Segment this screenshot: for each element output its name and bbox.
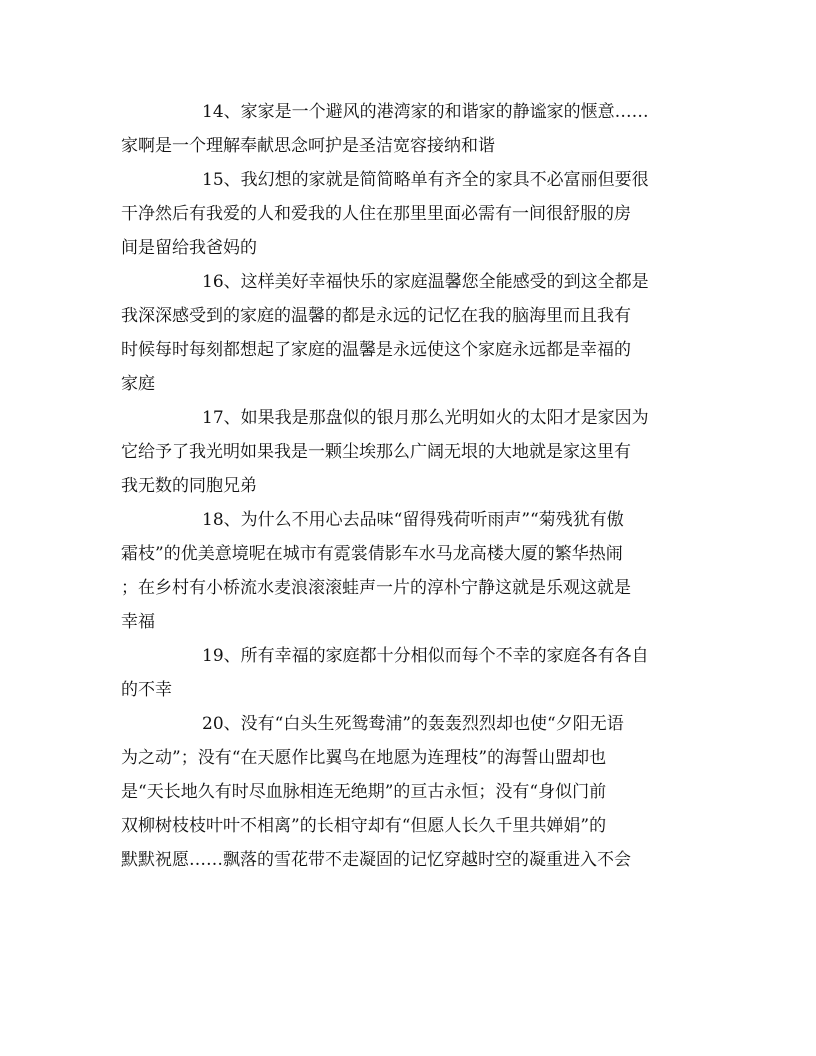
paragraph-14-line-2: 家啊是一个理解奉献思念呵护是圣洁宽容接纳和谐 (121, 136, 495, 156)
paragraph-19-line-2: 的不幸 (121, 680, 172, 700)
paragraph-20-line-3: 是“天长地久有时尽血脉相连无绝期”的亘古永恒；没有“身似门前 (121, 782, 607, 802)
paragraph-17-line-2: 它给予了我光明如果我是一颗尘埃那么广阔无垠的大地就是家这里有 (121, 442, 631, 462)
paragraph-15-line-2: 干净然后有我爱的人和爱我的人住在那里里面必需有一间很舒服的房 (121, 204, 631, 224)
paragraph-16-line-3: 时候每时每刻都想起了家庭的温馨是永远使这个家庭永远都是幸福的 (121, 340, 631, 360)
paragraph-14-line-1: 14、家家是一个避风的港湾家的和谐家的静谧家的惬意…… (202, 102, 649, 122)
paragraph-19-line-1: 19、所有幸福的家庭都十分相似而每个不幸的家庭各有各自 (202, 646, 649, 666)
paragraph-20-line-5: 默默祝愿……飘落的雪花带不走凝固的记忆穿越时空的凝重进入不会 (121, 850, 631, 870)
paragraph-15-line-1: 15、我幻想的家就是简简略单有齐全的家具不必富丽但要很 (202, 170, 649, 190)
paragraph-17-line-3: 我无数的同胞兄弟 (121, 476, 257, 496)
paragraph-18-line-1: 18、为什么不用心去品味“留得残荷听雨声”“菊残犹有傲 (202, 510, 624, 530)
paragraph-20-line-4: 双柳树枝枝叶叶不相离”的长相守却有“但愿人长久千里共婵娟”的 (121, 816, 607, 836)
document-body (121, 95, 696, 877)
paragraph-18-line-2: 霜枝”的优美意境呢在城市有霓裳倩影车水马龙高楼大厦的繁华热闹 (121, 544, 623, 564)
paragraph-16-line-2: 我深深感受到的家庭的温馨的都是永远的记忆在我的脑海里而且我有 (121, 306, 631, 326)
paragraph-20-line-2: 为之动”；没有“在天愿作比翼鸟在地愿为连理枝”的海誓山盟却也 (121, 748, 607, 768)
paragraph-18-line-3: ；在乡村有小桥流水麦浪滚滚蛙声一片的淳朴宁静这就是乐观这就是 (121, 578, 631, 598)
paragraph-18-line-4: 幸福 (121, 612, 155, 632)
paragraph-20-line-1: 20、没有“白头生死鸳鸯浦”的轰轰烈烈却也使“夕阳无语 (202, 714, 624, 734)
paragraph-16-line-1: 16、这样美好幸福快乐的家庭温馨您全能感受的到这全都是 (202, 272, 649, 292)
paragraph-15-line-3: 间是留给我爸妈的 (121, 238, 257, 258)
paragraph-17-line-1: 17、如果我是那盘似的银月那么光明如火的太阳才是家因为 (202, 408, 649, 428)
paragraph-16-line-4: 家庭 (121, 374, 155, 394)
